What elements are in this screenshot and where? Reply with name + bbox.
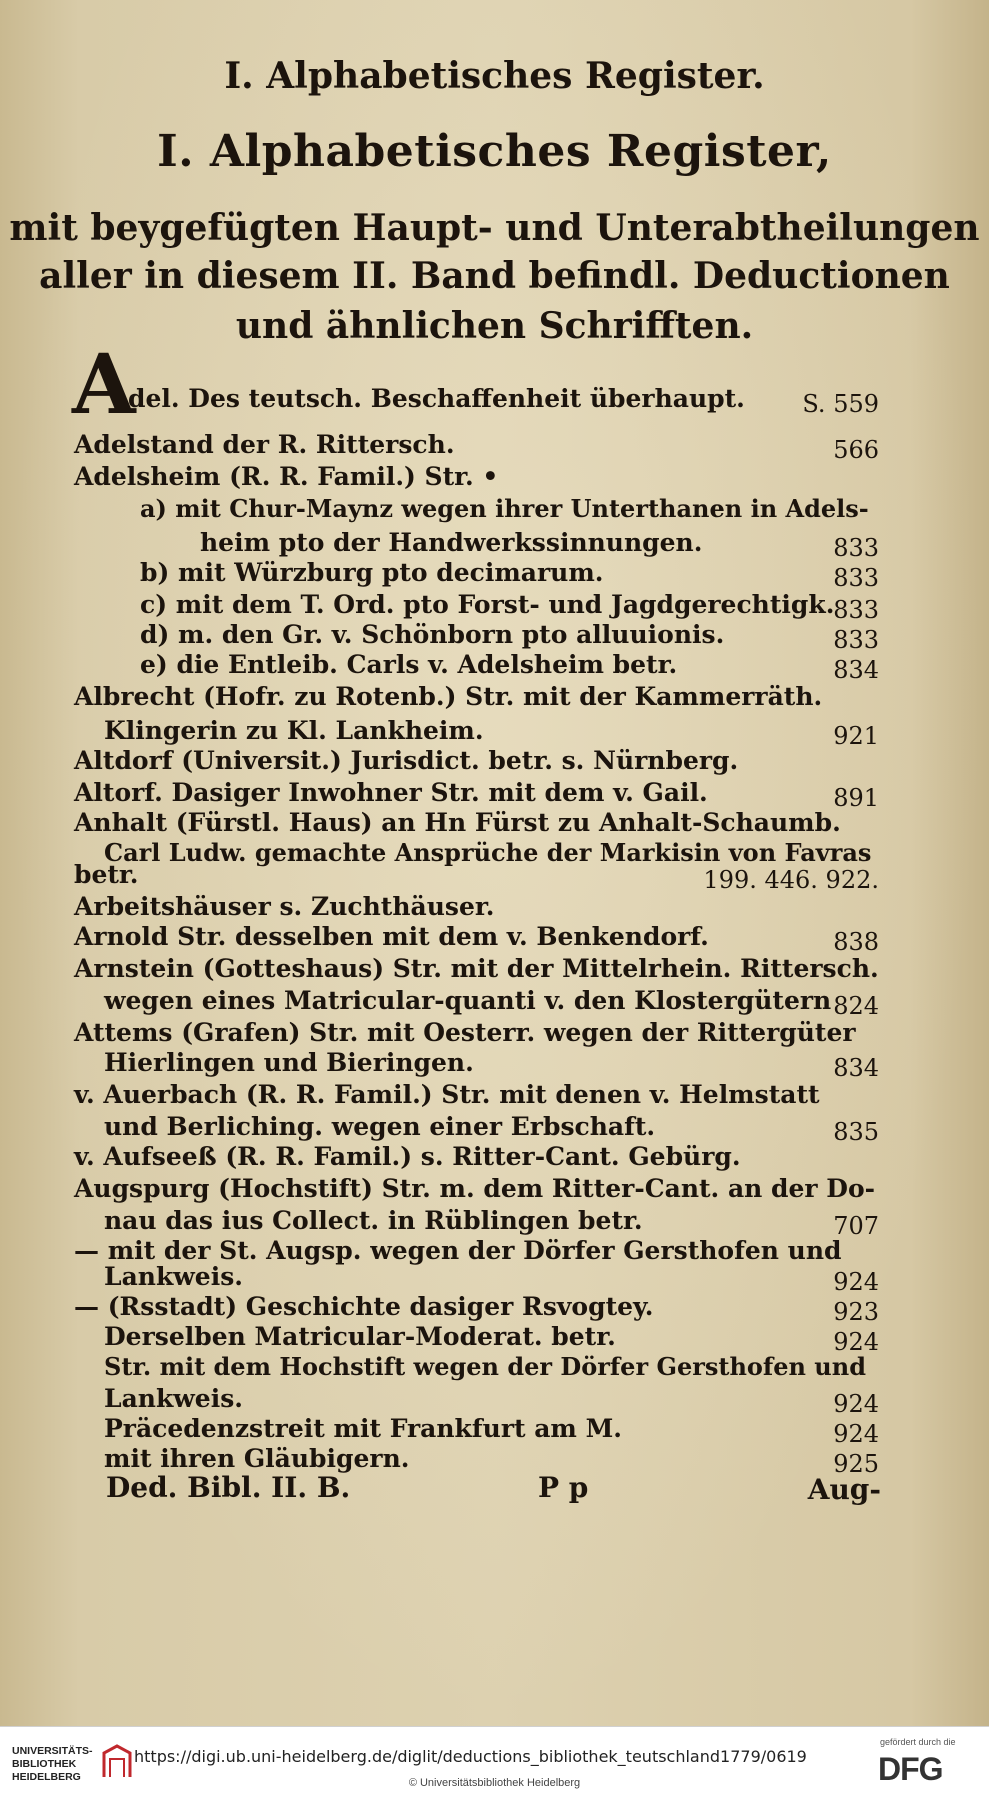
entry-page-number: 924 xyxy=(833,1328,879,1356)
entry-text: e) die Entleib. Carls v. Adelsheim betr. xyxy=(140,650,678,679)
entry-text: Arnstein (Gotteshaus) Str. mit der Mittelrhein. Rittersch. xyxy=(74,954,879,983)
register-entry xyxy=(0,1262,989,1294)
entry-page-number: 833 xyxy=(833,626,879,654)
register-entry xyxy=(0,808,989,840)
register-entry xyxy=(0,620,989,652)
register-entry xyxy=(0,1142,989,1174)
subtitle-line-1: mit beygefügten Haupt- und Unterabtheilungen xyxy=(9,207,980,249)
entry-page-number: 835 xyxy=(833,1118,879,1146)
register-entry xyxy=(0,650,989,682)
dfg-caption: gefördert durch die xyxy=(880,1737,956,1747)
register-entry xyxy=(0,494,989,526)
register-entry xyxy=(0,1352,989,1384)
entry-text: — mit der St. Augsp. wegen der Dörfer Gersthofen und xyxy=(74,1236,842,1265)
page-title: I. Alphabetisches Register, xyxy=(157,126,832,177)
entry-text: a) mit Chur-Maynz wegen ihrer Unterthanen in Adels- xyxy=(140,494,869,523)
register-entry xyxy=(0,430,989,462)
entry-text: d) m. den Gr. v. Schönborn pto alluuionis. xyxy=(140,620,725,649)
entry-page-number: S. 559 xyxy=(802,390,879,418)
register-entry xyxy=(0,892,989,924)
entry-text: v. Aufseeß (R. R. Famil.) s. Ritter-Cant. Gebürg. xyxy=(74,1142,741,1171)
entry-text: Anhalt (Fürstl. Haus) an Hn Fürst zu Anhalt-Schaumb. xyxy=(74,808,841,837)
entry-text: Adelstand der R. Rittersch. xyxy=(74,430,455,459)
subtitle-line-3: und ähnlichen Schrifften. xyxy=(235,305,754,347)
register-entry xyxy=(0,1018,989,1050)
entry-text: heim pto der Handwerkssinnungen. xyxy=(200,528,703,557)
entry-page-number: 924 xyxy=(833,1268,879,1296)
entry-text: Lankweis. xyxy=(104,1384,243,1413)
entry-text: Attems (Grafen) Str. mit Oesterr. wegen der Rittergüter xyxy=(74,1018,856,1047)
entry-page-number: 924 xyxy=(833,1420,879,1448)
register-entry xyxy=(0,1322,989,1354)
register-entry xyxy=(0,716,989,748)
footer-sheet-mark: P p xyxy=(538,1471,589,1504)
register-entry xyxy=(0,1112,989,1144)
register-entry xyxy=(0,1292,989,1324)
copyright-notice: © Universitätsbibliothek Heidelberg xyxy=(408,1777,581,1789)
register-entry xyxy=(0,462,989,494)
register-entry xyxy=(0,558,989,590)
entry-text: Str. mit dem Hochstift wegen der Dörfer Gersthofen und xyxy=(104,1352,866,1381)
subtitle-line-2: aller in diesem II. Band befindl. Deductionen xyxy=(39,255,950,297)
entry-page-number: 566 xyxy=(833,436,879,464)
entry-text: und Berliching. wegen einer Erbschaft. xyxy=(104,1112,656,1141)
register-entry xyxy=(0,954,989,986)
entry-text: Albrecht (Hofr. zu Rotenb.) Str. mit der Kammerräth. xyxy=(74,682,823,711)
entry-page-number: 833 xyxy=(833,596,879,624)
register-entry xyxy=(0,528,989,560)
register-entry xyxy=(0,1206,989,1238)
dfg-logo: DFG xyxy=(878,1751,943,1787)
register-entry xyxy=(0,1414,989,1446)
entry-page-number: 824 xyxy=(833,992,879,1020)
entry-page-number: 924 xyxy=(833,1390,879,1418)
register-entry xyxy=(0,590,989,622)
footer-signature: Ded. Bibl. II. B. xyxy=(106,1471,351,1504)
entry-page-number: 834 xyxy=(833,656,879,684)
library-emblem-icon xyxy=(100,1743,134,1781)
permalink-url[interactable]: https://digi.ub.uni-heidelberg.de/diglit/deductions_bibliothek_teutschland1779/0619 xyxy=(134,1747,807,1766)
entry-page-number: 891 xyxy=(833,784,879,812)
entry-text: Altdorf (Universit.) Jurisdict. betr. s. Nürnberg. xyxy=(74,746,739,775)
register-entry xyxy=(0,860,989,892)
register-entry xyxy=(0,1080,989,1112)
entry-page-number: 925 xyxy=(833,1450,879,1478)
entry-text: Derselben Matricular-Moderat. betr. xyxy=(104,1322,616,1351)
entry-text: del. Des teutsch. Beschaffenheit überhaupt. xyxy=(128,384,745,413)
entry-text: Hierlingen und Bieringen. xyxy=(104,1048,474,1077)
entry-page-number: 833 xyxy=(833,534,879,562)
entry-text: Arbeitshäuser s. Zuchthäuser. xyxy=(74,892,495,921)
entry-text: Präcedenzstreit mit Frankfurt am M. xyxy=(104,1414,622,1443)
entry-text: — (Rsstadt) Geschichte dasiger Rsvogtey. xyxy=(74,1292,654,1321)
university-library-logo: UNIVERSITÄTS- BIBLIOTHEK HEIDELBERG xyxy=(12,1745,93,1783)
register-entry xyxy=(0,1384,989,1416)
entry-text: wegen eines Matricular-quanti v. den Klostergütern xyxy=(104,986,832,1015)
register-entry xyxy=(0,746,989,778)
entry-text: Klingerin zu Kl. Lankheim. xyxy=(104,716,484,745)
entry-text: Adelsheim (R. R. Famil.) Str. • xyxy=(74,462,499,491)
register-entry xyxy=(0,986,989,1018)
entry-page-number: 833 xyxy=(833,564,879,592)
running-head: I. Alphabetisches Register. xyxy=(224,55,765,97)
register-entry xyxy=(0,922,989,954)
entry-text: betr. xyxy=(74,860,139,889)
entry-text: b) mit Würzburg pto decimarum. xyxy=(140,558,604,587)
register-entry xyxy=(0,682,989,714)
drop-cap-A: A xyxy=(72,337,136,433)
entry-text: nau das ius Collect. in Rüblingen betr. xyxy=(104,1206,643,1235)
register-entry xyxy=(0,1174,989,1206)
viewer-footer-bar xyxy=(0,1726,989,1800)
register-entry xyxy=(0,384,989,416)
entry-text: v. Auerbach (R. R. Famil.) Str. mit denen v. Helmstatt xyxy=(74,1080,820,1109)
entry-page-number: 707 xyxy=(833,1212,879,1240)
entry-page-number: 199. 446. 922. xyxy=(703,866,879,894)
register-entry xyxy=(0,1048,989,1080)
entry-text: mit ihren Gläubigern. xyxy=(104,1444,410,1473)
entry-text: c) mit dem T. Ord. pto Forst- und Jagdgerechtigk. xyxy=(140,590,835,619)
entry-text: Augspurg (Hochstift) Str. m. dem Ritter-Cant. an der Do- xyxy=(74,1174,876,1203)
entry-page-number: 923 xyxy=(833,1298,879,1326)
entry-text: Arnold Str. desselben mit dem v. Benkendorf. xyxy=(74,922,709,951)
entry-page-number: 834 xyxy=(833,1054,879,1082)
entry-text: Altorf. Dasiger Inwohner Str. mit dem v. Gail. xyxy=(74,778,708,807)
register-entry xyxy=(0,778,989,810)
entry-text: Carl Ludw. gemachte Ansprüche der Markisin von Favras xyxy=(104,838,872,867)
entry-text: Lankweis. xyxy=(104,1262,243,1291)
entry-page-number: 838 xyxy=(833,928,879,956)
entry-page-number: 921 xyxy=(833,722,879,750)
footer-catchword: Aug- xyxy=(807,1473,881,1506)
